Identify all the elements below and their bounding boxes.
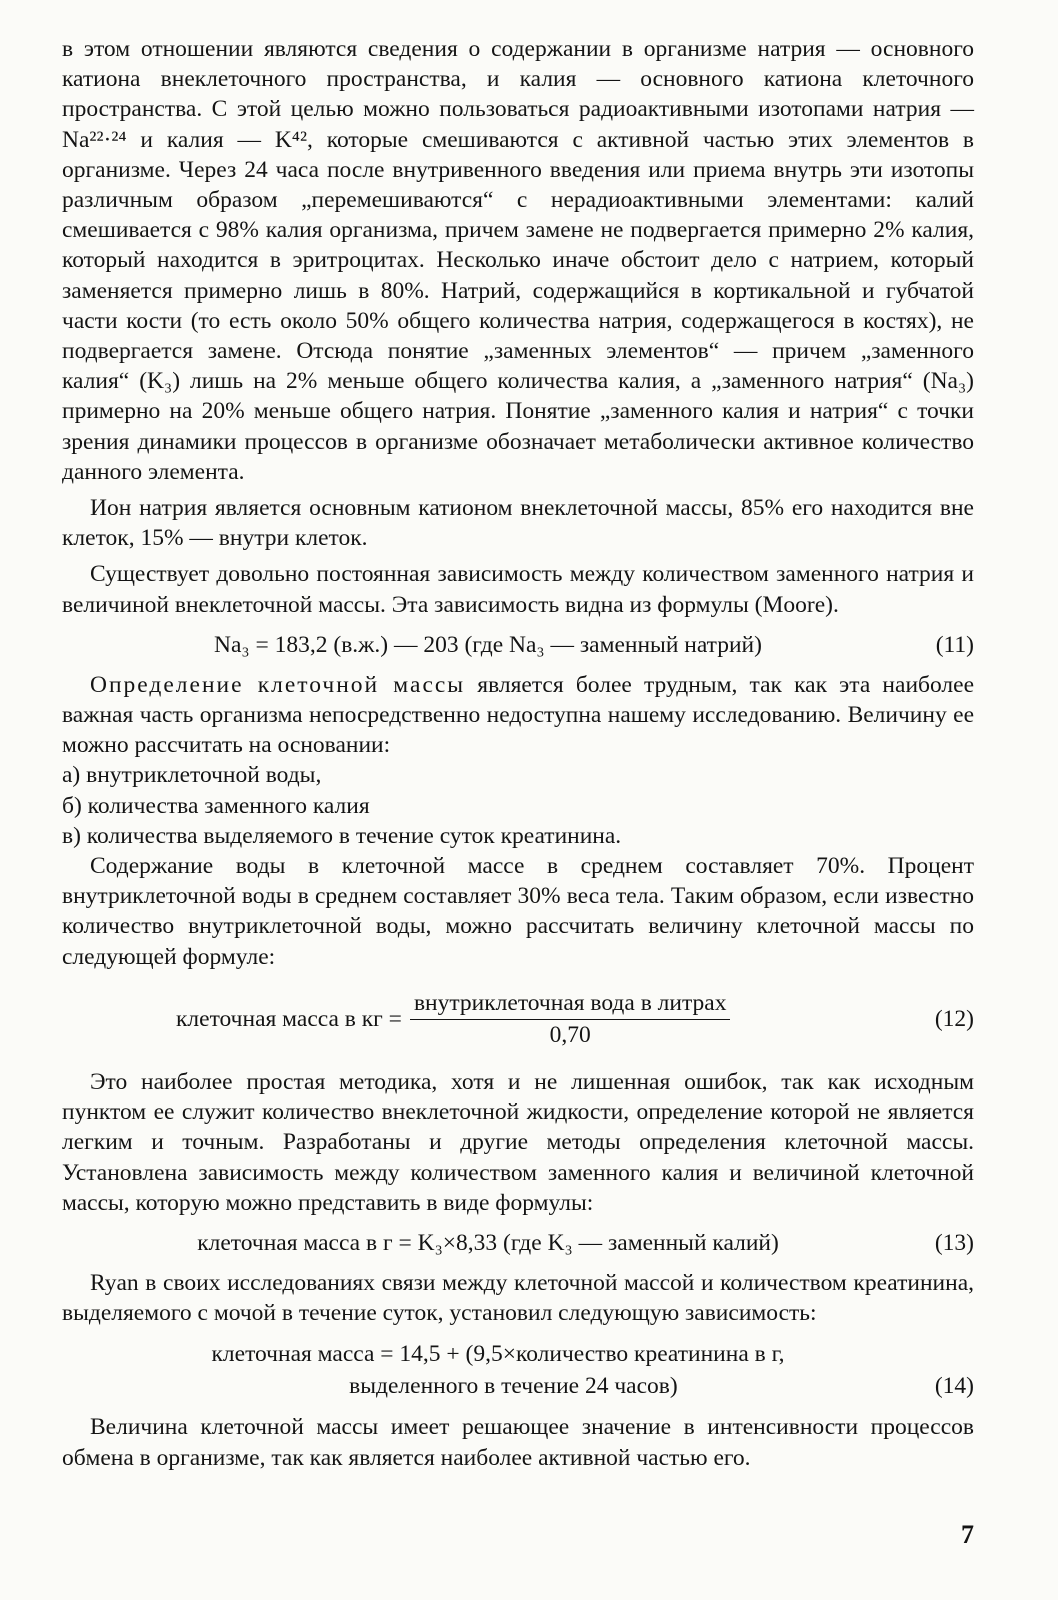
paragraph-4-lead: Определение клеточной массы <box>90 671 466 698</box>
formula-14-number: (14) <box>934 1373 974 1400</box>
paragraph-1: в этом отношении являются сведения о содержании в организме натрия — основного катиона внеклеточного пространства, и калия — основного катиона клеточного пространства. С этой целью можно пользоваться радиоактивными изотопами натрия — Na²²·²⁴ и калия — K⁴², которые смешиваются с активной частью этих элементов в организме. Через 24 часа после внутривенного введения или приема внутрь эти изотопы различным образом „перемешиваются“ с нерадиоактивными элементами: калий смешивается с 98% калия организма, причем замене не подвергается примерно 2% калия, который находится в эритроцитах. Несколько иначе обстоит дело с натрием, который заменяется примерно лишь в 80%. Натрий, содержащийся в кортикальной и губчатой части кости (то есть около 50% общего количества натрия, содержащегося в костях), не подвергается замене. Отсюда понятие „заменных элементов“ — причем „заменного калия“ (K₃) лишь на 2% меньше общего количества калия, а „заменного натрия“ (Na₃) примерно на 20% меньше общего натрия. Понятие „заменного калия и натрия“ с точки зрения динамики процессов в организме обозначает метаболически активное количество данного элемента. <box>62 36 974 485</box>
formula-14-line-2-row <box>62 1370 974 1402</box>
paragraph-8: Величина клеточной массы имеет решающее значение в интенсивности процессов обмена в организме, так как является наиболее активной частью его. <box>62 1414 974 1471</box>
list-item: а) внутриклеточной воды, <box>62 762 322 789</box>
formula-13-body: клеточная масса в г = K₃×8,33 (где K₃ — заменный калий) <box>197 1229 779 1256</box>
formula-14 <box>62 1338 974 1402</box>
paragraph-3: Существует довольно постоянная зависимость между количеством заменного натрия и величиной внеклеточной массы. Эта зависимость видна из формулы (Moore). <box>62 561 974 618</box>
formula-12-fraction <box>410 990 731 1049</box>
list-item: в) количества выделяемого в течение суток креатинина. <box>62 822 622 849</box>
formula-12-numerator: внутриклеточная вода в литрах <box>410 990 731 1020</box>
formula-11-number: (11) <box>935 631 974 658</box>
formula-11 <box>62 630 974 660</box>
paragraph-2: Ион натрия является основным катионом внеклеточной массы, 85% его находится вне клеток, 15% — внутри клеток. <box>62 495 974 552</box>
paragraph-4-rest: является более трудным, так как эта наиболее важная часть организма непосредственно недоступна нашему исследованию. Величину ее можно рассчитать на основании: <box>62 671 975 759</box>
paragraph-6: Это наиболее простая методика, хотя и не лишенная ошибок, так как исходным пунктом ее служит количество внеклеточной жидкости, определение которой не является легким и точным. Разработаны и другие методы определения клеточной массы. Установлена зависимость между количеством заменного калия и величиной клеточной массы, которую можно представить в виде формулы: <box>62 1068 974 1216</box>
list-item: б) количества заменного калия <box>62 792 370 819</box>
formula-12-denominator: 0,70 <box>549 1021 591 1048</box>
paragraph-4 <box>62 670 974 761</box>
formula-14-line-2: выделенного в течение 24 часов) <box>349 1373 678 1400</box>
formula-14-line-1: клеточная масса = 14,5 + (9,5×количество креатинина в г, <box>211 1341 785 1368</box>
formula-11-body: Na₃ = 183,2 (в.ж.) — 203 (где Na₃ — заменный натрий) <box>214 631 762 658</box>
formula-13 <box>62 1228 974 1258</box>
paragraph-5: Содержание воды в клеточной массе в среднем составляет 70%. Процент внутриклеточной воды в среднем составляет 30% веса тела. Таким образом, если известно количество внутриклеточной воды, можно рассчитать величину клеточной массы по следующей формуле: <box>62 853 974 970</box>
method-list <box>62 760 974 851</box>
formula-12-lhs: клеточная масса в кг = <box>176 1005 402 1032</box>
paragraph-7: Ryan в своих исследованиях связи между клеточной массой и количеством креатинина, выделяемого с мочой в течение суток, установил следующую зависимость: <box>62 1269 974 1327</box>
formula-12-number: (12) <box>934 1005 974 1032</box>
formula-12 <box>62 990 974 1049</box>
page-number: 7 <box>961 1520 974 1549</box>
formula-13-number: (13) <box>934 1229 974 1256</box>
